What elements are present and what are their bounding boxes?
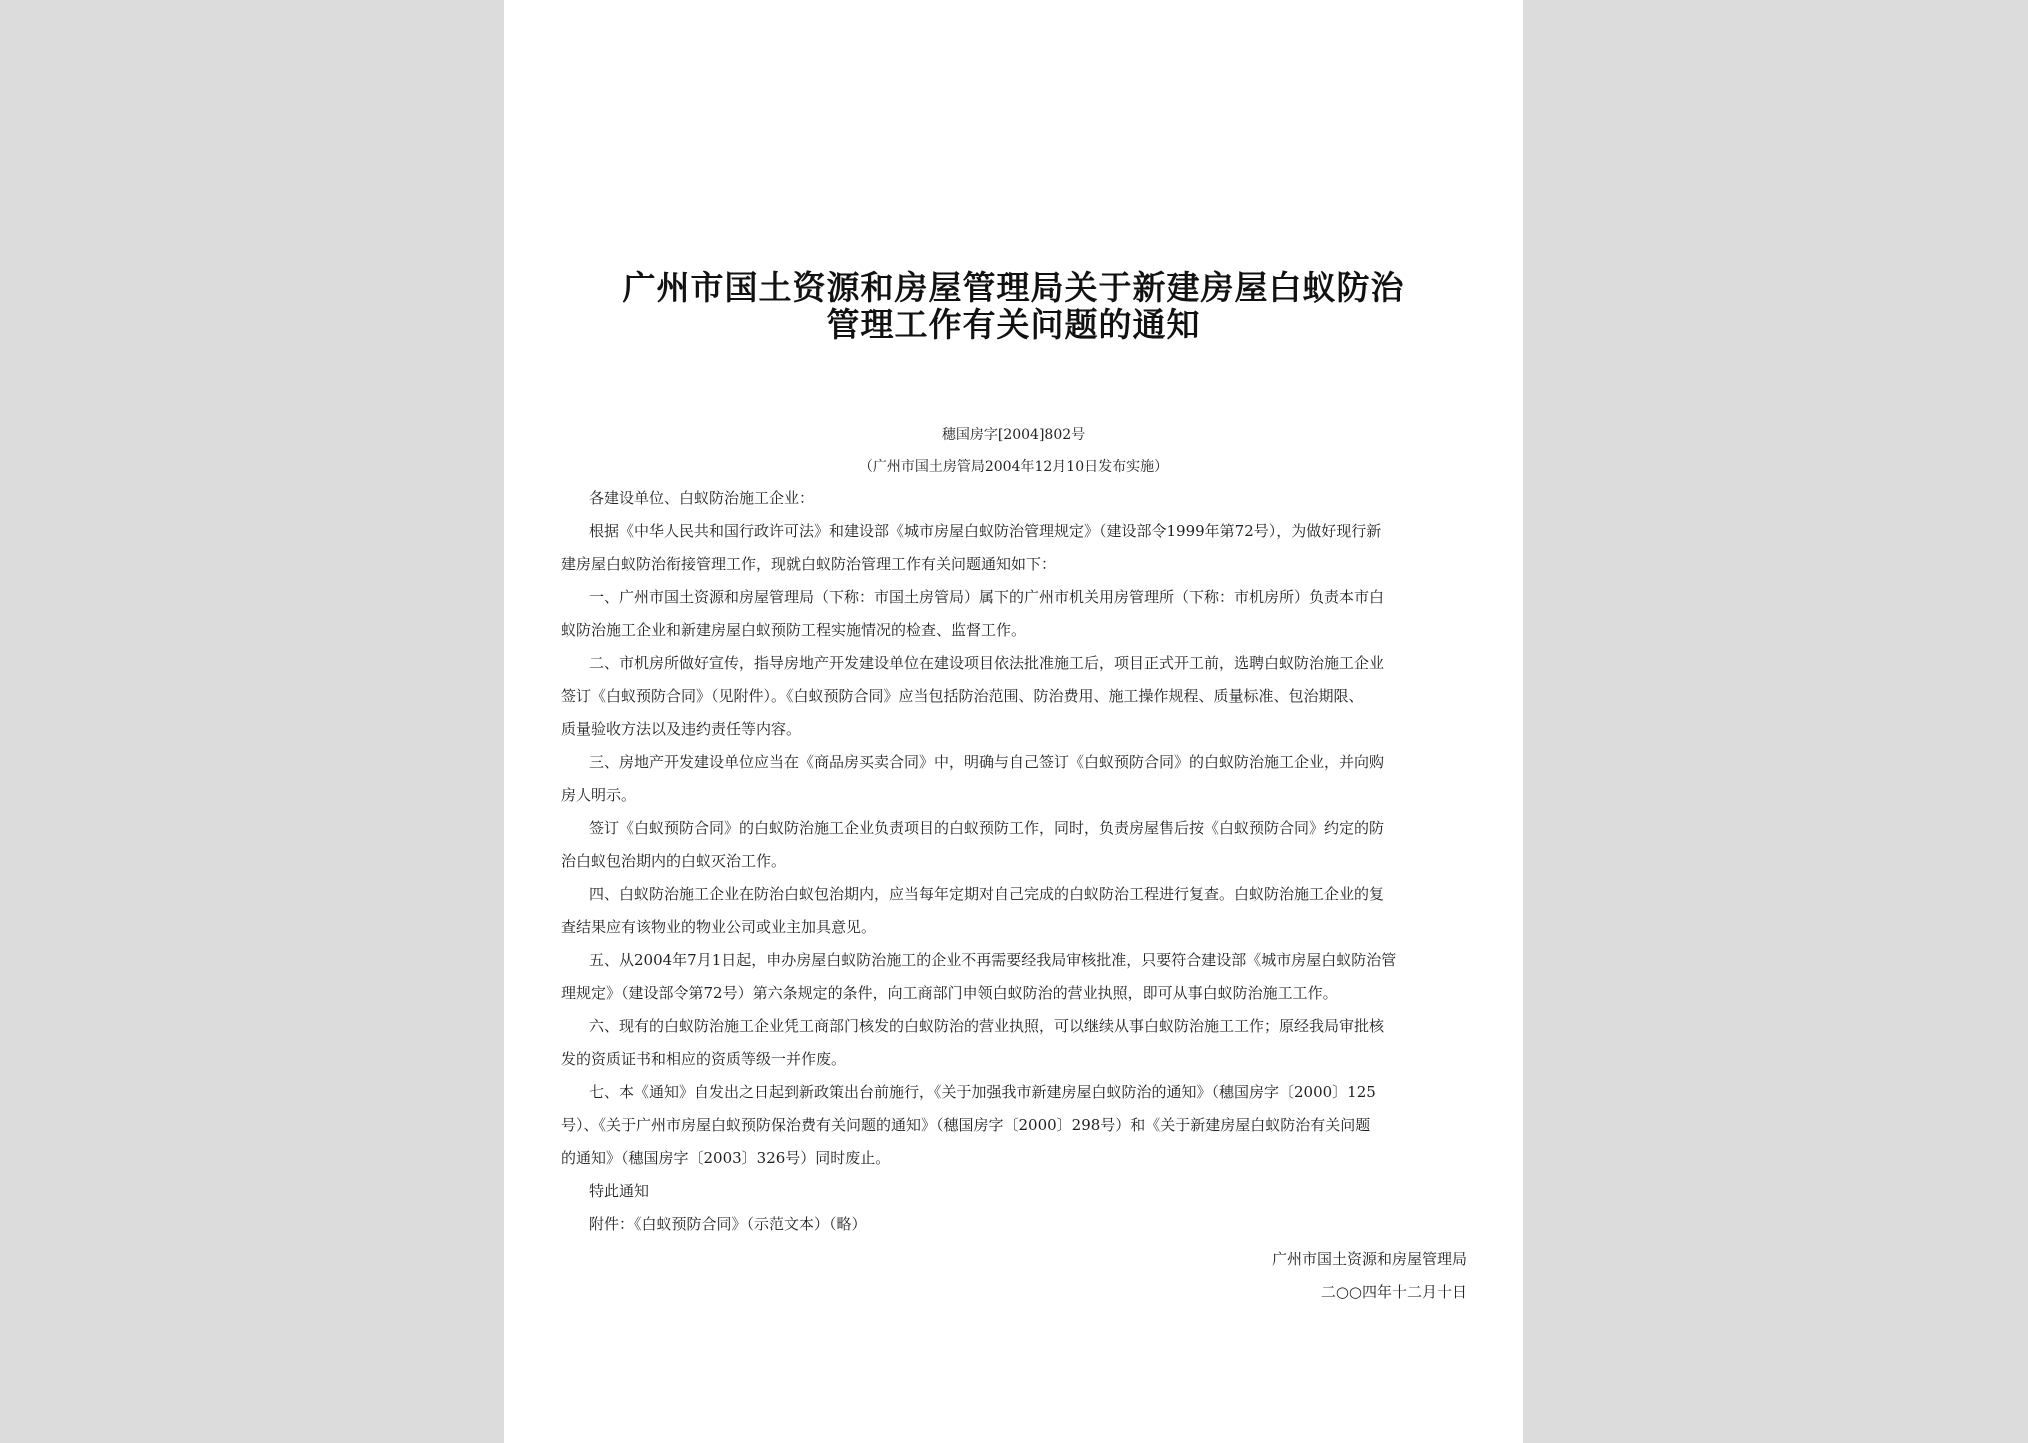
document-number: 穗国房字[2004]802号 — [941, 427, 1086, 443]
body-line: 三、房地产开发建设单位应当在《商品房买卖合同》中，明确与自己签订《白蚁预防合同》的白蚁防治施工企业，并向购 — [589, 753, 1385, 771]
body-line: 六、现有的白蚁防治施工企业凭工商部门核发的白蚁防治的营业执照，可以继续从事白蚁防治施工工作；原经我局审批核 — [589, 1017, 1385, 1035]
body-line: 建房屋白蚁防治衔接管理工作，现就白蚁防治管理工作有关问题通知如下： — [561, 555, 1057, 573]
body-line: 理规定》（建设部令第72号）第六条规定的条件，向工商部门申领白蚁防治的营业执照，即可从事白蚁防治施工工作。 — [561, 984, 1338, 1002]
body-line: 治白蚁包治期内的白蚁灭治工作。 — [561, 852, 787, 870]
body-line: 根据《中华人民共和国行政许可法》和建设部《城市房屋白蚁防治管理规定》（建设部令1999年第72号），为做好现行新 — [589, 522, 1382, 540]
body-line: 查结果应有该物业的物业公司或业主加具意见。 — [561, 918, 877, 936]
closing-line: 特此通知 — [589, 1182, 650, 1200]
body-line: 房人明示。 — [561, 786, 637, 804]
body-line: 二、市机房所做好宣传，指导房地产开发建设单位在建设项目依法批准施工后，项目正式开工前，选聘白蚁防治施工企业 — [589, 654, 1385, 672]
salutation: 各建设单位、白蚁防治施工企业： — [589, 489, 815, 507]
document-title-line-2: 管理工作有关问题的通知 — [826, 305, 1201, 344]
body-line: 五、从2004年7月1日起，申办房屋白蚁防治施工的企业不再需要经我局审核批准，只要符合建设部《城市房屋白蚁防治管 — [589, 951, 1397, 969]
attachment-line: 附件：《白蚁预防合同》（示范文本）（略） — [589, 1215, 867, 1233]
body-line: 一、广州市国土资源和房屋管理局（下称：市国土房管局）属下的广州市机关用房管理所（下称：市机房所）负责本市白 — [589, 588, 1385, 606]
body-line: 质量验收方法以及违约责任等内容。 — [561, 720, 802, 738]
issuance-note: （广州市国土房管局2004年12月10日发布实施） — [858, 459, 1169, 475]
signature-organization: 广州市国土资源和房屋管理局 — [1271, 1250, 1467, 1268]
document-title-line-1: 广州市国土资源和房屋管理局关于新建房屋白蚁防治 — [622, 268, 1405, 307]
body-line: 签订《白蚁预防合同》（见附件）。《白蚁预防合同》应当包括防治范围、防治费用、施工操作规程、质量标准、包治期限、 — [561, 687, 1364, 705]
body-line: 四、白蚁防治施工企业在防治白蚁包治期内，应当每年定期对自己完成的白蚁防治工程进行复查。白蚁防治施工企业的复 — [589, 885, 1385, 903]
body-line: 号）、《关于广州市房屋白蚁预防保治费有关问题的通知》（穗国房字〔2000〕298号）和《关于新建房屋白蚁防治有关问题 — [561, 1116, 1371, 1134]
body-line: 蚁防治施工企业和新建房屋白蚁预防工程实施情况的检查、监督工作。 — [561, 621, 1027, 639]
body-line: 的通知》（穗国房字〔2003〕326号）同时废止。 — [561, 1149, 891, 1167]
body-line: 签订《白蚁预防合同》的白蚁防治施工企业负责项目的白蚁预防工作，同时，负责房屋售后按《白蚁预防合同》约定的防 — [589, 819, 1385, 837]
body-line: 七、本《通知》自发出之日起到新政策出台前施行，《关于加强我市新建房屋白蚁防治的通知》（穗国房字〔2000〕125 — [589, 1083, 1376, 1101]
body-line: 发的资质证书和相应的资质等级一并作废。 — [561, 1050, 847, 1068]
signature-date: 二○○四年十二月十日 — [1320, 1283, 1467, 1301]
